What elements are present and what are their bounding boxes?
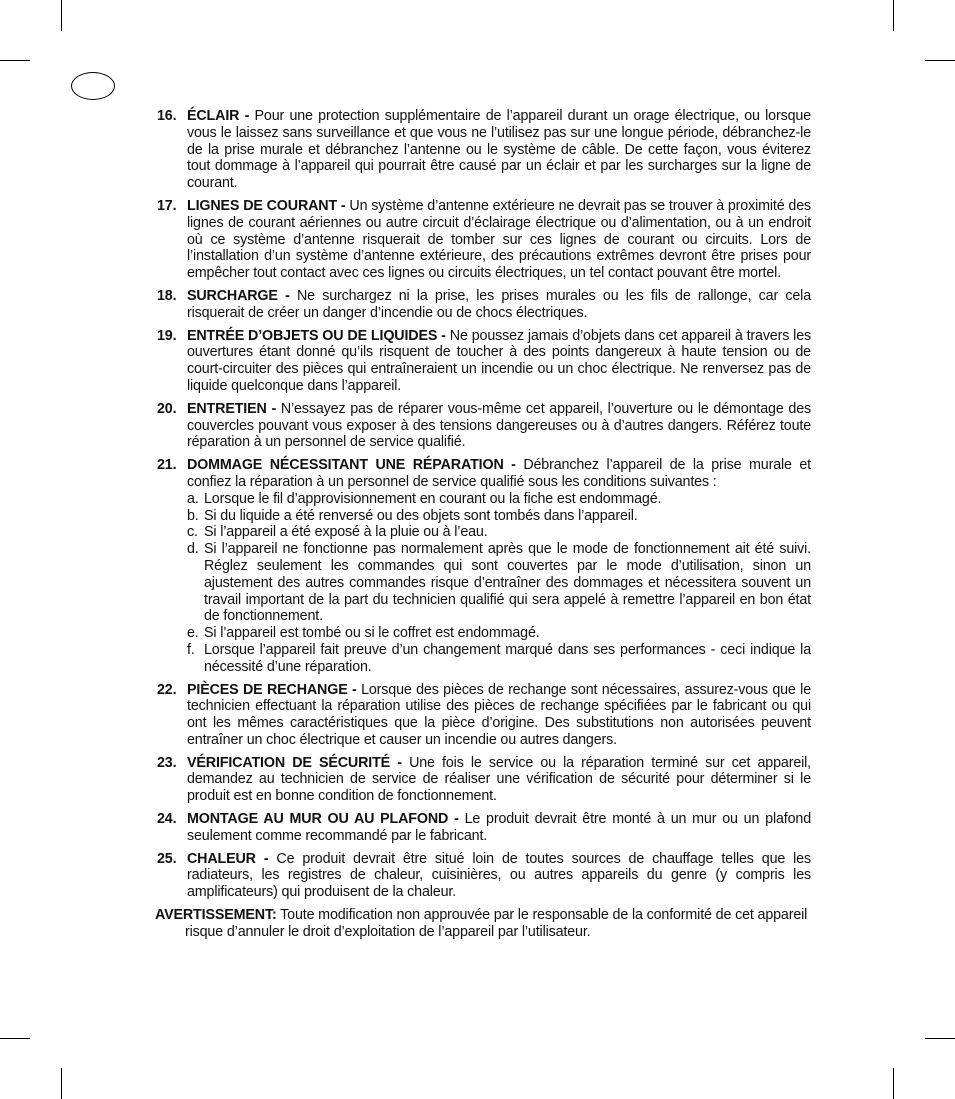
instruction-item: [157, 401, 811, 451]
item-number: 24.: [157, 811, 177, 828]
instruction-item: [157, 811, 811, 845]
item-number: 16.: [157, 108, 177, 124]
instruction-item: [157, 682, 811, 749]
crop-mark-bottom-right: [893, 1068, 894, 1099]
safety-instructions: [157, 108, 811, 941]
item-number: 18.: [157, 287, 177, 304]
condition-text: Lorsque le fil d’approvisionnement en courant ou la fiche est endommagé.: [204, 490, 662, 507]
item-text: N’essayez pas de réparer vous-même cet appareil, l’ouverture ou le démontage des couvercles pouvant vous exposer à des tensions dangereuses ou à d’autres dangers. Référez toute réparation à un personnel de service qualifié.: [187, 400, 811, 451]
instruction-item: [157, 108, 811, 192]
item-text: Pour une protection supplémentaire de l’appareil durant un orage électrique, ou lorsque vous le laissez sans surveillance et que vous ne l’utilisez pas sur une longue période, débranchez-le de la prise murale et débranchez l’antenne ou le système de câble. De cette façon, vous éviterez tout dommage à l’appareil qui pourrait être causé par un éclair et par les surcharges sur la ligne de courant.: [187, 108, 811, 192]
condition-item: [187, 491, 811, 508]
item-number: 22.: [157, 681, 177, 698]
item-title: DOMMAGE NÉCESSITANT UNE RÉPARATION -: [187, 457, 516, 474]
item-number: 23.: [157, 754, 177, 771]
warning-notice: [155, 907, 811, 941]
item-title: MONTAGE AU MUR OU AU PLAFOND -: [187, 811, 459, 828]
item-number: 25.: [157, 850, 177, 867]
crop-mark-bottom-left: [61, 1068, 62, 1099]
instruction-item: [157, 457, 811, 675]
condition-letter: d.: [187, 541, 199, 558]
crop-mark-right-upper: [925, 60, 955, 61]
item-text: Débranchez l’appareil de la prise murale et confiez la réparation à un personnel de service qualifié sous les conditions suivantes :: [187, 457, 811, 490]
instruction-item: [157, 288, 811, 322]
item-number: 19.: [157, 327, 177, 344]
item-title: ENTRÉE D’OBJETS OU DE LIQUIDES -: [187, 327, 446, 344]
item-text: Un système d’antenne extérieure ne devrait pas se trouver à proximité des lignes de courant aériennes ou autre circuit d’éclairage électrique ou d’alimentation, ou à un endroit où ce système d’antenne risquerait de tomber sur ces lignes de courant ou circuits. Lors de l’installation d’un système d’antenne extérieure, des précautions extrêmes devront être prises pour empêcher tout contact avec ces lignes ou circuits électriques, un tel contact pouvant être mortel.: [187, 197, 812, 282]
item-title: SURCHARGE -: [187, 287, 290, 304]
item-title: ENTRETIEN -: [187, 400, 277, 417]
warning-title: AVERTISSEMENT:: [155, 907, 277, 924]
condition-letter: e.: [187, 625, 199, 642]
crop-mark-left-lower: [0, 1038, 30, 1039]
crop-mark-right-lower: [925, 1038, 955, 1039]
condition-item: [187, 508, 811, 525]
condition-text: Si l’appareil est tombé ou si le coffret est endommagé.: [204, 625, 540, 642]
condition-text: Si l’appareil ne fonctionne pas normalement après que le mode de fonctionnement ait été suivi. Réglez seulement les commandes qui sont couvertes par le mode d’utilisation, sinon un ajustement des autres commandes risque d’entraîner des dommages et nécessitera souvent un travail important de la part du technicien qualifié qui sera appelé à remettre l’appareil en bon état de fonctionnement.: [204, 541, 811, 625]
condition-text: Si du liquide a été renversé ou des objets sont tombés dans l’appareil.: [204, 507, 638, 524]
instruction-item: [157, 198, 811, 282]
item-text: Ce produit devrait être situé loin de toutes sources de chauffage telles que les radiateurs, les registres de chaleur, cuisinières, ou autres appareils du genre (y compris les amplificateurs) qui produisent de la chaleur.: [187, 850, 811, 901]
item-number: 17.: [157, 197, 177, 214]
item-text: Le produit devrait être monté à un mur ou un plafond seulement comme recommandé par le fabricant.: [187, 811, 811, 844]
condition-letter: c.: [187, 524, 198, 541]
instruction-item: [157, 328, 811, 395]
item-title: ÉCLAIR -: [187, 108, 250, 124]
condition-letter: b.: [187, 507, 199, 524]
crop-mark-top-left: [61, 0, 62, 31]
condition-letter: f.: [187, 641, 195, 658]
condition-item: [187, 625, 811, 642]
condition-item: [187, 524, 811, 541]
item-title: PIÈCES DE RECHANGE -: [187, 681, 357, 698]
item-text: Une fois le service ou la réparation terminé sur cet appareil, demandez au technicien de service de réaliser une vérification de sécurité pour déterminer si le produit est en bonne condition de fonctionnement.: [187, 754, 811, 805]
item-number: 21.: [157, 457, 177, 474]
page-number-oval: [71, 72, 115, 100]
item-title: CHALEUR -: [187, 850, 269, 867]
crop-mark-left-upper: [0, 60, 30, 61]
instruction-item: [157, 755, 811, 805]
item-number: 20.: [157, 400, 177, 417]
condition-letter: a.: [187, 490, 199, 507]
instruction-item: [157, 851, 811, 901]
condition-text: Si l’appareil a été exposé à la pluie ou à l’eau.: [204, 524, 488, 541]
warning-text: Toute modification non approuvée par le responsable de la conformité de cet appareil risque d’annuler le droit d’exploitation de l’appareil par l’utilisateur.: [185, 907, 808, 940]
condition-item: [187, 541, 811, 625]
item-text: Ne surchargez ni la prise, les prises murales ou les fils de rallonge, car cela risquerait de créer un danger d’incendie ou de chocs électriques.: [187, 287, 811, 321]
condition-item: [187, 642, 811, 676]
condition-list: [187, 491, 811, 676]
crop-mark-top-right: [893, 0, 894, 31]
condition-text: Lorsque l’appareil fait preuve d’un changement marqué dans ses performances - ceci indique la nécessité d’une réparation.: [204, 641, 811, 675]
item-title: LIGNES DE COURANT -: [187, 197, 346, 214]
item-text: Ne poussez jamais d’objets dans cet appareil à travers les ouvertures étant donné qu’ils risquent de toucher à des points dangereux à haute tension ou de court-circuiter des pièces qui entraîneraient un incendie ou un choc électrique. Ne renversez pas de liquide quelconque dans l’appareil.: [187, 327, 812, 394]
item-text: Lorsque des pièces de rechange sont nécessaires, assurez-vous que le technicien effectuant la réparation utilise des pièces de rechange spécifiées par le fabricant ou qui ont les mêmes caractéristiques que la pièce d’origine. Des substitutions non autorisées peuvent entraîner un choc électrique et causer un incendie ou autres dangers.: [187, 681, 811, 748]
item-title: VÉRIFICATION DE SÉCURITÉ -: [187, 754, 402, 771]
